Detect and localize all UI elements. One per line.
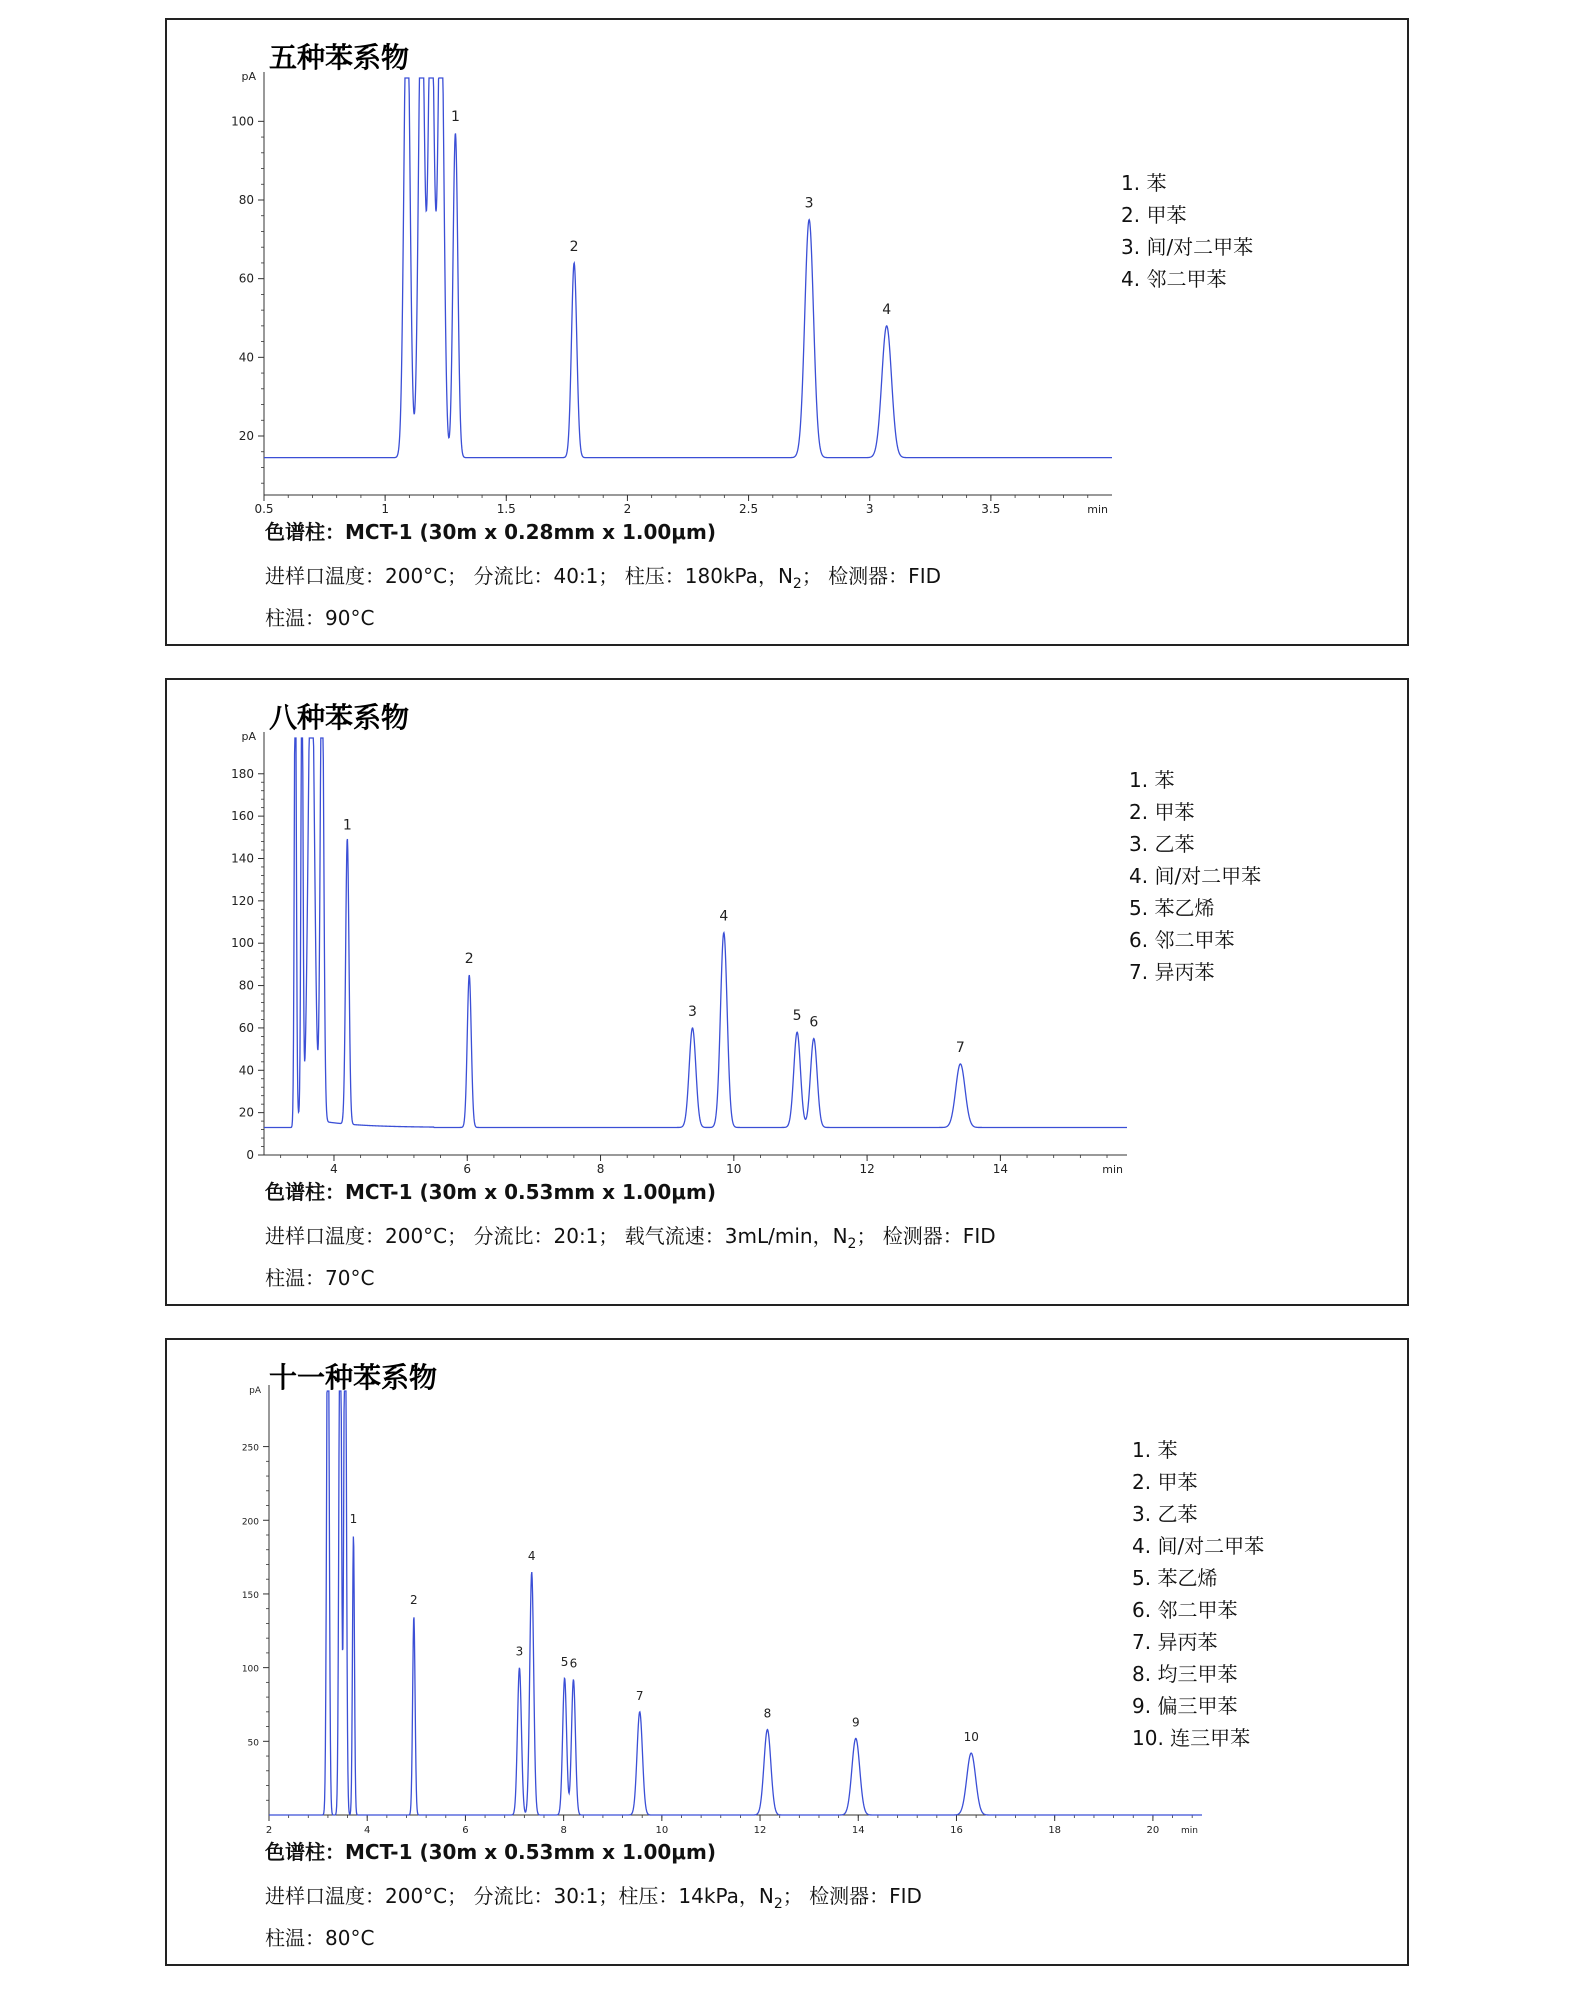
peak-label: 5 [792,1008,802,1025]
chart-title: 十一种苯系物 [269,1361,438,1394]
column-info: 色谱柱：MCT-1 (30m x 0.28mm x 1.00μm) [265,520,716,544]
conditions-subscript: 2 [792,576,802,592]
x-tick-label: 6 [462,1825,469,1836]
x-tick-label: 0.5 [254,502,274,516]
x-tick-label: 20 [1146,1825,1160,1836]
peak-label: 5 [560,1654,569,1669]
peak-label: 1 [342,817,352,834]
x-tick-label: 16 [950,1825,963,1836]
peak-label: 7 [635,1688,644,1703]
legend-item: 6. 邻二甲苯 [1132,1598,1238,1622]
legend-item: 5. 苯乙烯 [1132,1566,1218,1590]
x-tick-label: 12 [753,1825,767,1836]
legend-item: 4. 间/对二甲苯 [1132,1534,1265,1558]
y-tick-label: 100 [241,1664,259,1675]
conditions-tail: ； 检测器：FID [782,1884,922,1908]
y-tick-label: 100 [231,114,254,129]
peak-label: 3 [688,1003,697,1020]
y-tick-label: 80 [238,193,254,207]
y-tick-label: 140 [231,851,254,866]
conditions-info [265,560,941,592]
x-tick-label: 12 [859,1162,875,1176]
peak-label: 3 [804,195,814,212]
x-tick-label: 14 [992,1162,1009,1176]
peak-label: 4 [719,908,729,925]
legend-item: 9. 偏三甲苯 [1132,1694,1238,1718]
peak-legend [1132,1434,1264,1754]
y-tick-label: 200 [241,1517,259,1528]
x-tick-label: 4 [364,1825,371,1836]
x-axis-unit: min [1087,503,1108,516]
x-tick-label: 10 [655,1825,669,1836]
chromatogram-trace [269,1391,1202,1815]
legend-item: 10. 连三甲苯 [1132,1726,1251,1750]
peak-label: 1 [450,109,460,126]
x-tick-label: 8 [560,1825,567,1836]
y-axis-unit: pA [241,730,256,743]
x-tick-label: 10 [726,1162,742,1176]
legend-item: 1. 苯 [1129,768,1175,792]
chart-title: 五种苯系物 [269,41,410,74]
peak-label: 2 [410,1593,418,1608]
legend-item: 3. 乙苯 [1132,1502,1198,1526]
chart-title: 八种苯系物 [269,701,410,734]
conditions-subscript: 2 [847,1236,857,1252]
x-axis-unit: min [1181,1826,1198,1836]
chart-panel-2 [165,678,1409,1306]
peak-label: 3 [515,1644,524,1659]
x-tick-label: 2 [265,1825,273,1836]
peak-label: 10 [963,1730,979,1745]
x-tick-label: 2 [623,502,632,516]
oven-temp-info: 柱温：70°C [265,1266,375,1290]
y-tick-label: 20 [238,429,254,443]
conditions-tail: ； 检测器：FID [856,1224,996,1248]
y-tick-label: 50 [247,1738,259,1749]
legend-item: 4. 邻二甲苯 [1121,267,1227,291]
x-tick-label: 1.5 [496,502,516,516]
y-tick-label: 80 [238,978,254,993]
oven-temp-info: 柱温：80°C [265,1926,375,1950]
peak-label: 2 [569,238,579,255]
column-info: 色谱柱：MCT-1 (30m x 0.53mm x 1.00μm) [265,1180,716,1204]
chart-panel-3 [165,1338,1409,1966]
legend-item: 2. 甲苯 [1132,1470,1198,1494]
legend-item: 8. 均三甲苯 [1132,1662,1238,1686]
peak-legend [1121,167,1253,295]
legend-item: 3. 乙苯 [1129,832,1195,856]
peak-label: 7 [955,1039,965,1056]
y-tick-label: 120 [231,893,254,908]
y-tick-label: 0 [246,1148,254,1162]
legend-item: 5. 苯乙烯 [1129,896,1215,920]
conditions-text: 进样口温度：200°C； 分流比：30:1；柱压：14kPa，N [265,1884,774,1908]
x-tick-label: 18 [1048,1825,1062,1836]
conditions-text: 进样口温度：200°C； 分流比：40:1； 柱压：180kPa，N [265,564,793,588]
y-tick-label: 20 [238,1105,254,1120]
y-tick-label: 180 [231,766,254,781]
x-tick-label: 14 [851,1825,865,1836]
y-tick-label: 40 [238,1063,254,1078]
peak-label: 4 [882,301,892,318]
peak-legend [1129,764,1261,988]
conditions-info [265,1880,922,1912]
x-tick-label: 3.5 [981,502,1001,516]
legend-item: 1. 苯 [1121,171,1167,195]
legend-item: 3. 间/对二甲苯 [1121,235,1254,259]
legend-item: 7. 异丙苯 [1129,960,1215,984]
peak-label: 6 [809,1014,819,1031]
x-tick-label: 1 [381,502,389,516]
peak-label: 4 [527,1548,536,1563]
legend-item: 7. 异丙苯 [1132,1630,1218,1654]
x-tick-label: 4 [330,1162,338,1176]
chromatogram-trace [264,78,1112,458]
peak-label: 6 [569,1656,578,1671]
oven-temp-info: 柱温：90°C [265,606,375,630]
y-tick-label: 40 [238,350,254,365]
chromatogram-1 [167,20,1411,648]
y-tick-label: 100 [231,936,254,951]
y-tick-label: 160 [231,809,254,824]
x-tick-label: 2.5 [739,502,759,516]
legend-item: 6. 邻二甲苯 [1129,928,1235,952]
conditions-text: 进样口温度：200°C； 分流比：20:1； 载气流速：3mL/min，N [265,1224,848,1248]
peak-label: 8 [763,1706,772,1721]
legend-item: 2. 甲苯 [1129,800,1195,824]
conditions-tail: ； 检测器：FID [801,564,941,588]
peak-label: 9 [851,1715,860,1730]
x-tick-label: 8 [596,1162,605,1176]
legend-item: 2. 甲苯 [1121,203,1187,227]
legend-item: 4. 间/对二甲苯 [1129,864,1262,888]
chromatogram-trace [264,738,1127,1127]
x-tick-label: 6 [463,1162,472,1176]
peak-label: 2 [464,950,474,967]
y-axis-unit: pA [241,70,256,83]
chart-panel-1 [165,18,1409,646]
conditions-subscript: 2 [773,1896,783,1912]
y-tick-label: 60 [238,1020,254,1035]
y-tick-label: 150 [241,1590,259,1601]
conditions-info [265,1220,996,1252]
legend-item: 1. 苯 [1132,1438,1178,1462]
peak-label: 1 [349,1512,358,1526]
y-axis-unit: pA [249,1386,261,1396]
column-info: 色谱柱：MCT-1 (30m x 0.53mm x 1.00μm) [265,1840,716,1864]
y-tick-label: 60 [238,271,254,286]
x-tick-label: 3 [865,502,874,516]
x-axis-unit: min [1102,1163,1123,1176]
y-tick-label: 250 [241,1443,259,1454]
